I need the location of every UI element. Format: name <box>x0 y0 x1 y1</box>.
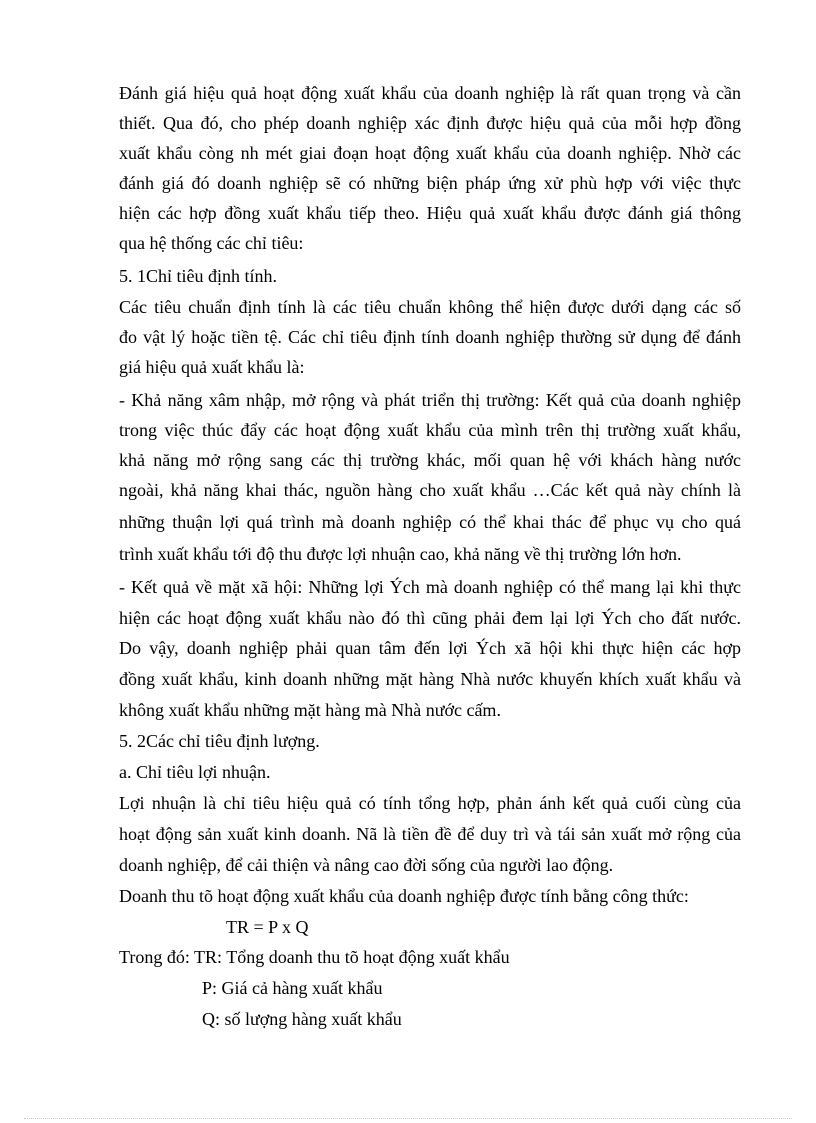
social-line-4: đồng xuất khẩu, kinh doanh những mặt hàng Nhà nước khuyến khích xuất khẩu và <box>119 669 741 689</box>
heading-a: a. Chỉ tiêu lợi nhuận. <box>119 762 271 782</box>
market-line-2: trong việc thúc đẩy các hoạt động xuất khẩu của mình trên thị trường xuất khẩu, <box>119 420 741 440</box>
intro-line-1: Đánh giá hiệu quả hoạt động xuất khẩu của doanh nghiệp là rất quan trọng và cần <box>119 83 741 103</box>
qualitative-line-1: Các tiêu chuẩn định tính là các tiêu chuẩn không thể hiện được dưới dạng các số <box>119 297 741 317</box>
heading-5-1: 5. 1Chỉ tiêu định tính. <box>119 266 278 286</box>
intro-line-3: xuất khẩu còng nh mét giai đoạn hoạt động xuất khẩu của doanh nghiệp. Nhờ các <box>119 143 741 163</box>
revenue-intro: Doanh thu tõ hoạt động xuất khẩu của doanh nghiệp được tính bằng công thức: <box>119 886 689 906</box>
intro-line-5: hiện các hợp đồng xuất khẩu tiếp theo. Hiệu quả xuất khẩu được đánh giá thông <box>119 203 741 223</box>
qualitative-line-2: đo vật lý hoặc tiền tệ. Các chỉ tiêu định tính doanh nghiệp thường sử dụng để đánh <box>119 327 741 347</box>
definition-p: P: Giá cả hàng xuất khẩu <box>202 978 383 998</box>
intro-line-2: thiết. Qua đó, cho phép doanh nghiệp xác định được hiệu quả của mỗi hợp đồng <box>119 113 741 133</box>
market-line-5: những thuận lợi quá trình mà doanh nghiệp có thể khai thác để phục vụ cho quá <box>119 512 741 532</box>
social-line-3: Do vậy, doanh nghiệp phải quan tâm đến lợi Ých xã hội khi thực hiện các hợp <box>119 638 741 658</box>
market-line-3: khả năng mở rộng sang các thị trường khác, mối quan hệ với khách hàng nước <box>119 450 741 470</box>
qualitative-line-3: giá hiệu quả xuất khẩu là: <box>119 357 305 377</box>
heading-5-2: 5. 2Các chỉ tiêu định lượng. <box>119 731 320 751</box>
market-line-6: trình xuất khẩu tới độ thu được lợi nhuận cao, khả năng về thị trường lớn hơn. <box>119 544 682 564</box>
market-line-1: - Khả năng xâm nhập, mở rộng và phát triển thị trường: Kết quả của doanh nghiệp <box>119 390 741 410</box>
profit-line-3: doanh nghiệp, để cải thiện và nâng cao đời sống của người lao động. <box>119 855 614 875</box>
social-line-5: không xuất khẩu những mặt hàng mà Nhà nước cấm. <box>119 700 501 720</box>
profit-line-2: hoạt động sản xuất kinh doanh. Nã là tiền đề để duy trì và tái sản xuất mở rộng của <box>119 824 741 844</box>
market-line-4: ngoài, khả năng khai thác, nguồn hàng cho xuất khẩu …Các kết quả này chính là <box>119 480 741 500</box>
formula: TR = P x Q <box>226 917 309 937</box>
social-line-2: hiện các hoạt động xuất khẩu nào đó thì cũng phải đem lại lợi Ých cho đất nước. <box>119 608 741 628</box>
intro-line-4: đánh giá đó doanh nghiệp sẽ có những biện pháp ứng xử phù hợp với việc thực <box>119 173 741 193</box>
definition-q: Q: số lượng hàng xuất khẩu <box>202 1009 402 1029</box>
profit-line-1: Lợi nhuận là chỉ tiêu hiệu quả có tính tổng hợp, phản ánh kết quả cuối cùng của <box>119 793 741 813</box>
footer-divider <box>24 1118 792 1119</box>
social-line-1: - Kết quả về mặt xã hội: Những lợi Ých mà doanh nghiệp có thể mang lại khi thực <box>119 577 741 597</box>
where-line: Trong đó: TR: Tổng doanh thu tõ hoạt động xuất khẩu <box>119 947 510 967</box>
intro-line-6: qua hệ thống các chỉ tiêu: <box>119 233 304 253</box>
